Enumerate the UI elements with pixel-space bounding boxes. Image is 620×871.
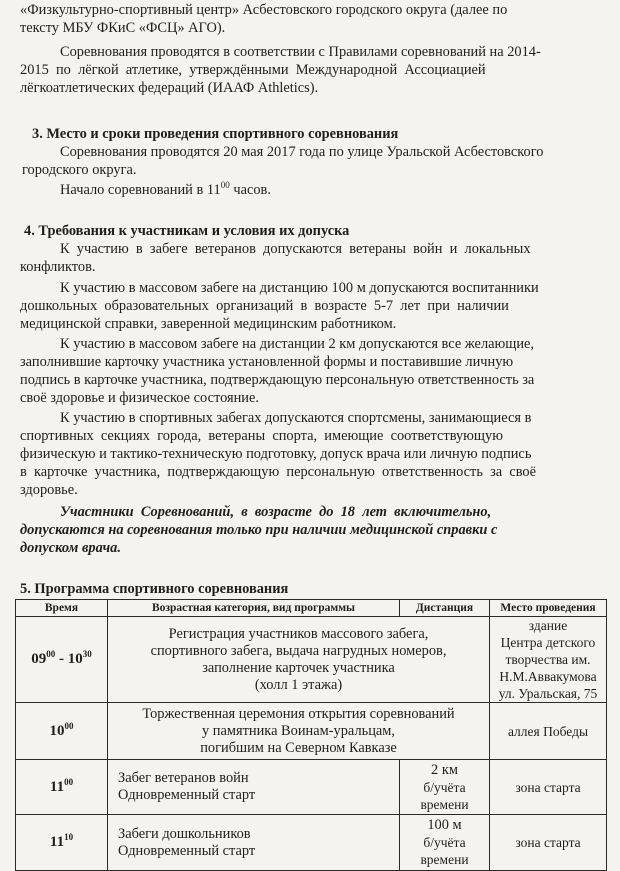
intro-line-1: «Физкультурно-спортивный центр» Асбестовского городского округа (далее по <box>20 2 508 18</box>
section-3-start-time: Начало соревнований в $11^{00}$ часов. <box>60 180 271 198</box>
section-4-note-line-3: допуском врача. <box>20 540 121 556</box>
section-4-heading: 4. Требования к участникам и условия их допуска <box>24 223 350 239</box>
row-2-time: $10^{00}$ <box>16 703 108 760</box>
row-3-distance: 2 км б/учёта времени <box>400 760 490 815</box>
row-1-time: $09^{00} - 10^{30}$ <box>16 617 108 703</box>
table-row <box>16 815 607 871</box>
section-4-p1-line-1: К участию в забеге ветеранов допускаются ветераны войн и локальных <box>60 241 531 257</box>
intro-line-3: Соревнования проводятся в соответствии с Правилами соревнований на 2014- <box>60 44 541 60</box>
section-4-p3-line-1: К участию в массовом забеге на дистанции 2 км допускаются все желающие, <box>60 336 535 352</box>
table-row <box>16 617 607 703</box>
row-3-place: зона старта <box>490 760 607 815</box>
program-table <box>15 599 607 871</box>
intro-line-5: лёгкоатлетических федераций (ИААФ Athletics). <box>20 80 319 96</box>
section-4-p4-line-4: в карточке участника, подтверждающую персональную ответственность за своё <box>20 464 537 480</box>
section-4-p4-line-5: здоровье. <box>20 482 78 498</box>
section-4-p4-line-2: спортивных секциях города, ветераны спорта, имеющие соответствующую <box>20 428 503 444</box>
section-3-line-1: Соревнования проводятся 20 мая 2017 года по улице Уральской Асбестовского <box>60 144 544 160</box>
section-5-heading: 5. Программа спортивного соревнования <box>20 581 289 597</box>
section-4-p1-line-2: конфликтов. <box>20 259 96 275</box>
header-category: Возрастная категория, вид программы <box>108 600 400 617</box>
intro-line-2: тексту МБУ ФКиС «ФСЦ» АГО). <box>20 20 226 36</box>
row-2-place: аллея Победы <box>490 703 607 760</box>
section-3-heading: 3. Место и сроки проведения спортивного соревнования <box>32 126 399 142</box>
header-place: Место проведения <box>490 600 607 617</box>
section-4-p3-line-2: заполнившие карточку участника установленной формы и поставившие личную <box>20 354 514 370</box>
table-row <box>16 760 607 815</box>
header-distance: Дистанция <box>400 600 490 617</box>
row-4-distance: 100 м б/учёта времени <box>400 815 490 871</box>
section-4-note-line-2: допускаются на соревнования только при наличии медицинской справки с <box>20 522 498 538</box>
row-4-place: зона старта <box>490 815 607 871</box>
table-row <box>16 703 607 760</box>
row-4-category: Забеги дошкольников Одновременный старт <box>108 815 400 871</box>
row-4-time: $11^{10}$ <box>16 815 108 871</box>
row-1-category: Регистрация участников массового забега, спортивного забега, выдача нагрудных номеров, заполнение карточек участника (холл 1 этажа) <box>108 617 490 703</box>
section-4-p3-line-3: подпись в карточке участника, подтверждающую персональную ответственность за <box>20 372 535 388</box>
section-4-p4-line-3: физическую и тактико-техническую подготовку, допуск врача или личную подпись <box>20 446 532 462</box>
section-4-note-line-1: Участники Соревнований, в возрасте до 18 лет включительно, <box>60 504 492 520</box>
section-4-p2-line-1: К участию в массовом забеге на дистанцию 100 м допускаются воспитанники <box>60 280 539 296</box>
row-1-place: здание Центра детского творчества им. Н.М.Аввакумова ул. Уральская, 75 <box>490 617 607 703</box>
row-3-time: $11^{00}$ <box>16 760 108 815</box>
section-4-p2-line-2: дошкольных образовательных организаций в возрасте 5-7 лет при наличии <box>20 298 509 314</box>
intro-line-4: 2015 по лёгкой атлетике, утверждёнными Международной Ассоциацией <box>20 62 486 78</box>
program-table-header-row <box>16 600 607 617</box>
header-time: Время <box>16 600 108 617</box>
section-4-p4-line-1: К участию в спортивных забегах допускаются спортсмены, занимающиеся в <box>60 410 532 426</box>
section-4-p3-line-4: своё здоровье и физическое состояние. <box>20 390 259 406</box>
section-4-p2-line-3: медицинской справки, заверенной медицинским работником. <box>20 316 397 332</box>
row-2-category: Торжественная церемония открытия соревнований у памятника Воинам-уральцам, погибшим на Северном Кавказе <box>108 703 490 760</box>
row-3-category: Забег ветеранов войн Одновременный старт <box>108 760 400 815</box>
section-3-line-2: городского округа. <box>22 162 137 178</box>
